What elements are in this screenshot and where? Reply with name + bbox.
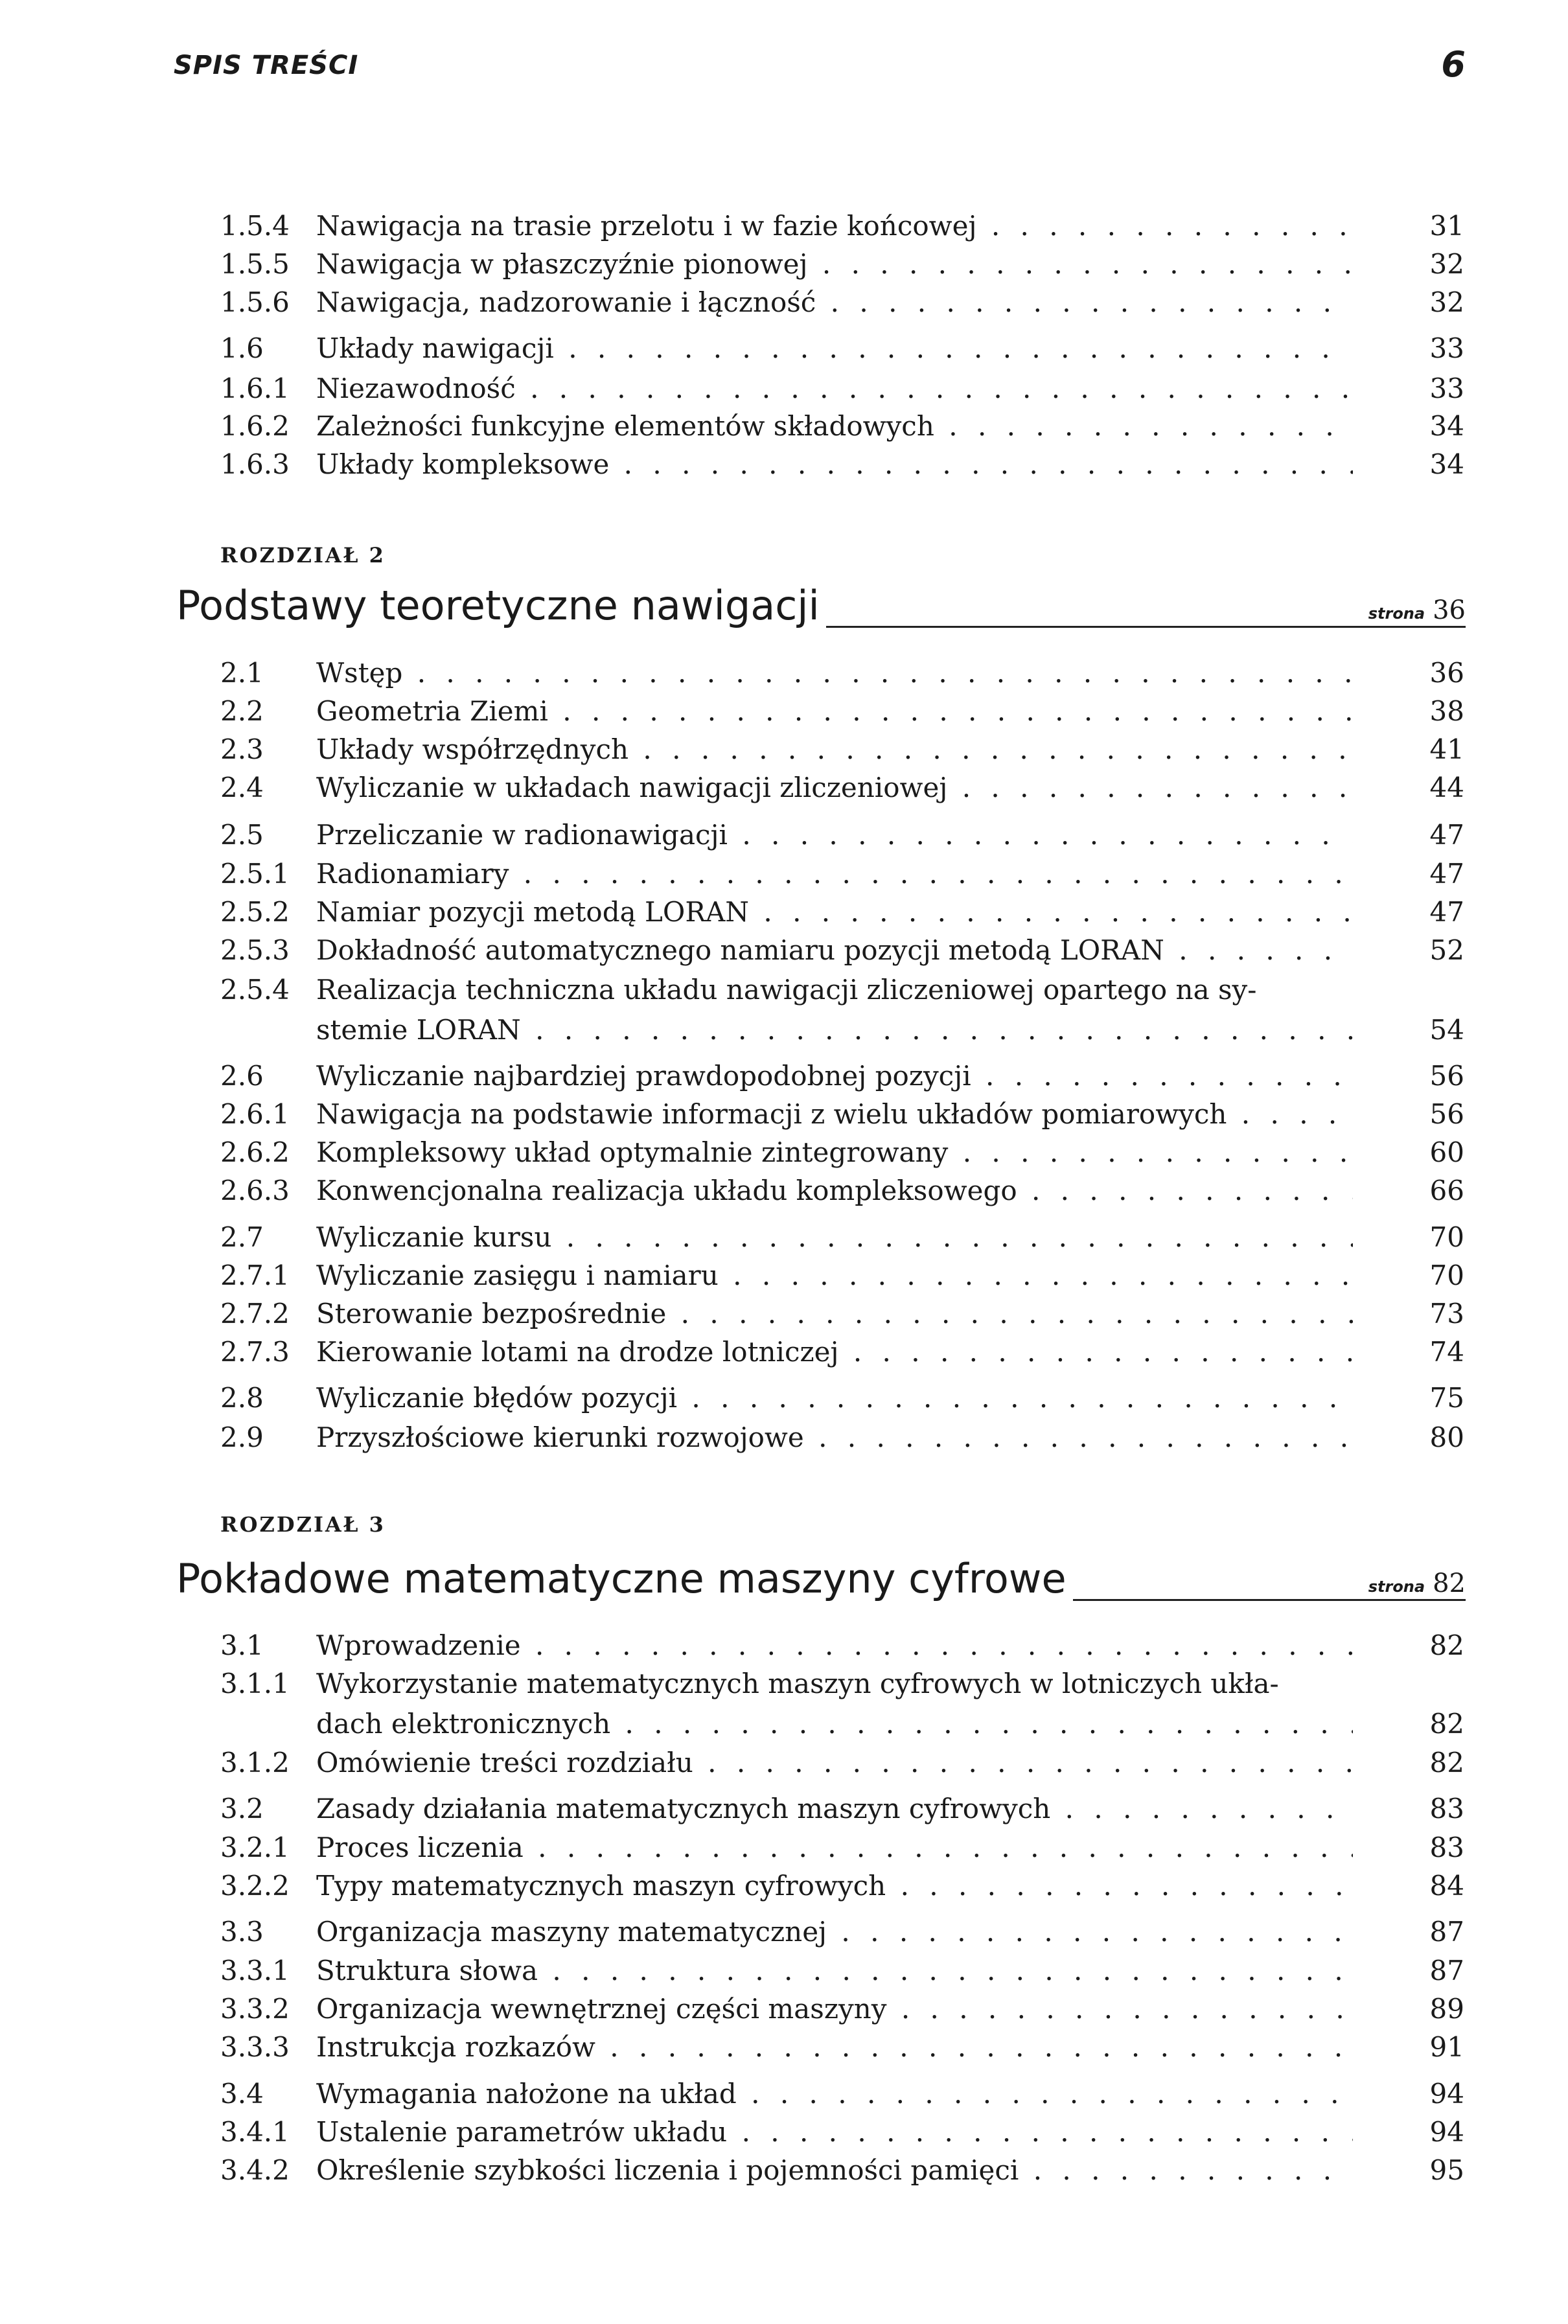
entry-title: Konwencjonalna realizacja układu kompleksowego . . . (316, 1171, 1353, 1211)
entry-page: 66 (1429, 1175, 1464, 1206)
entry-number: 2.8 (220, 1382, 264, 1414)
entry-title: Wyliczanie najbardziej prawdopodobnej pozycji . . . (316, 1056, 1353, 1096)
entry-page: 83 (1429, 1832, 1464, 1863)
entry-page: 82 (1429, 1747, 1464, 1778)
entry-title: Układy nawigacji . . . (316, 328, 1353, 369)
entry-number: 3.2.1 (220, 1832, 290, 1863)
toc-entry (220, 892, 1464, 932)
entry-number: 1.5.5 (220, 248, 290, 280)
entry-title: Geometria Ziemi . . . (316, 691, 1353, 731)
toc-entry (220, 970, 1464, 1050)
entry-title: Wyliczanie kursu . . . (316, 1217, 1353, 1258)
entry-title: Namiar pozycji metodą LORAN . . . (316, 892, 1353, 932)
entry-title: Nawigacja na trasie przelotu i w fazie końcowej . . . (316, 206, 1353, 246)
entry-number: 1.6.2 (220, 410, 290, 442)
toc-entry (220, 2150, 1464, 2191)
entry-number: 2.5.2 (220, 896, 290, 928)
entry-page: 94 (1429, 2116, 1464, 2148)
entry-number: 2.7 (220, 1221, 264, 1253)
toc-entry (220, 1866, 1464, 1906)
entry-page: 70 (1429, 1260, 1464, 1291)
toc-entry (220, 1294, 1464, 1334)
entry-title: Wyliczanie zasięgu i namiaru . . . (316, 1256, 1353, 1296)
toc-entry (220, 328, 1464, 369)
entry-page: 89 (1429, 1993, 1464, 2025)
entry-number: 2.5.4 (220, 974, 290, 1006)
entry-page: 94 (1429, 2078, 1464, 2110)
entry-title: Organizacja maszyny matematycznej . . . (316, 1912, 1353, 1952)
toc-entry (220, 815, 1464, 855)
entry-number: 2.6.1 (220, 1098, 290, 1130)
entry-page: 87 (1429, 1955, 1464, 1986)
entry-page: 56 (1429, 1060, 1464, 1092)
toc-entry (220, 1951, 1464, 1991)
entry-number: 2.5 (220, 819, 264, 851)
chapter-heading (176, 580, 1466, 632)
entry-page: 33 (1429, 332, 1464, 364)
entry-number: 3.1 (220, 1629, 264, 1661)
toc-entry (220, 282, 1464, 323)
entry-page: 36 (1429, 657, 1464, 689)
entry-title: Układy kompleksowe . . . (316, 444, 1353, 485)
entry-page: 47 (1429, 896, 1464, 928)
entry-title: Wymagania nałożone na układ . . . (316, 2074, 1353, 2114)
entry-number: 3.3.2 (220, 1993, 290, 2025)
toc-entry (220, 1217, 1464, 1258)
chapter-heading (176, 1553, 1466, 1605)
entry-page: 38 (1429, 695, 1464, 727)
entry-number: 2.9 (220, 1421, 264, 1453)
entry-page: 33 (1429, 373, 1464, 404)
entry-number: 3.2.2 (220, 1870, 290, 1902)
entry-page: 34 (1429, 448, 1464, 480)
entry-title: Zależności funkcyjne elementów składowych . . . (316, 406, 1353, 446)
entry-title: Radionamiary . . . (316, 854, 1353, 894)
entry-title-line1: Wykorzystanie matematycznych maszyn cyfrowych w lotniczych ukła- (316, 1668, 1279, 1699)
entry-number: 3.4.1 (220, 2116, 290, 2148)
entry-page: 47 (1429, 819, 1464, 851)
entry-number: 2.6 (220, 1060, 264, 1092)
chapter-page-number: 36 (1433, 595, 1466, 625)
entry-number: 1.5.6 (220, 286, 290, 318)
toc-entry (220, 244, 1464, 284)
entry-title: Nawigacja w płaszczyźnie pionowej . . . (316, 244, 1353, 284)
entry-page: 34 (1429, 410, 1464, 442)
chapter-title: Pokładowe matematyczne maszyny cyfrowe (176, 1555, 1073, 1602)
entry-page: 75 (1429, 1382, 1464, 1414)
strona-label: strona (1368, 1578, 1425, 1596)
entry-title: Typy matematycznych maszyn cyfrowych . . . (316, 1866, 1353, 1906)
entry-number: 3.4.2 (220, 2154, 290, 2186)
toc-entry (220, 406, 1464, 446)
running-head: SPIS TREŚCI (174, 51, 359, 80)
entry-number: 2.7.2 (220, 1298, 290, 1329)
entry-title: Omówienie treści rozdziału . . . (316, 1743, 1353, 1783)
entry-page: 56 (1429, 1098, 1464, 1130)
chapter-page-ref (1363, 595, 1466, 625)
entry-title: Przeliczanie w radionawigacji . . . (316, 815, 1353, 855)
entry-number: 3.1.1 (220, 1668, 290, 1699)
chapter-title: Podstawy teoretyczne nawigacji (176, 582, 826, 629)
toc-entry (220, 653, 1464, 693)
toc-entry (220, 691, 1464, 731)
entry-page: 74 (1429, 1336, 1464, 1368)
entry-title: Nawigacja na podstawie informacji z wielu układów pomiarowych . . . (316, 1094, 1353, 1134)
entry-title-line2: dach elektronicznych . . . (316, 1704, 1353, 1744)
entry-page: 84 (1429, 1870, 1464, 1902)
toc-entry (220, 1418, 1464, 1458)
entry-title: Układy współrzędnych . . . (316, 730, 1353, 770)
entry-page: 44 (1429, 772, 1464, 803)
entry-number: 2.1 (220, 657, 264, 689)
entry-page: 95 (1429, 2154, 1464, 2186)
entry-title: Wyliczanie błędów pozycji . . . (316, 1378, 1353, 1418)
entry-title: Wyliczanie w układach nawigacji zliczeniowej . . . (316, 768, 1353, 808)
toc-entry (220, 730, 1464, 770)
entry-title: Kierowanie lotami na drodze lotniczej . . . (316, 1332, 1353, 1372)
toc-entry (220, 1133, 1464, 1173)
toc-entry (220, 1989, 1464, 2029)
entry-title-line1: Realizacja techniczna układu nawigacji zliczeniowej opartego na sy- (316, 974, 1257, 1006)
toc-entry (220, 1828, 1464, 1868)
entry-number: 3.2 (220, 1793, 264, 1824)
toc-entry (220, 369, 1464, 409)
entry-title: Nawigacja, nadzorowanie i łączność . . . (316, 282, 1353, 323)
toc-entry (220, 1912, 1464, 1952)
entry-title: Określenie szybkości liczenia i pojemności pamięci . . . (316, 2150, 1353, 2191)
entry-title: Wstęp . . . (316, 653, 1353, 693)
toc-entry (220, 1664, 1464, 1744)
entry-page: 31 (1429, 210, 1464, 242)
entry-page: 82 (1429, 1708, 1464, 1740)
entry-title: Kompleksowy układ optymalnie zintegrowany . . . (316, 1133, 1353, 1173)
entry-number: 3.3.1 (220, 1955, 290, 1986)
entry-number: 2.6.3 (220, 1175, 290, 1206)
toc-entry (220, 1056, 1464, 1096)
toc-entry (220, 930, 1464, 971)
entry-number: 2.4 (220, 772, 264, 803)
entry-page: 54 (1429, 1014, 1464, 1046)
toc-entry (220, 1789, 1464, 1829)
entry-page: 47 (1429, 858, 1464, 890)
entry-page: 41 (1429, 733, 1464, 765)
entry-title: Wprowadzenie . . . (316, 1626, 1353, 1666)
toc-entry (220, 2074, 1464, 2114)
page-number: 6 (1441, 44, 1466, 85)
toc-entry (220, 2112, 1464, 2152)
entry-title-line2: stemie LORAN . . . (316, 1010, 1353, 1050)
toc-entry (220, 1743, 1464, 1783)
toc-entry (220, 854, 1464, 894)
entry-page: 91 (1429, 2031, 1464, 2063)
entry-title: Przyszłościowe kierunki rozwojowe . . . (316, 1418, 1353, 1458)
entry-number: 1.5.4 (220, 210, 290, 242)
entry-number: 2.7.3 (220, 1336, 290, 1368)
toc-entry (220, 1256, 1464, 1296)
entry-number: 3.1.2 (220, 1747, 290, 1778)
entry-number: 1.6.1 (220, 373, 290, 404)
toc-entry (220, 1332, 1464, 1372)
entry-page: 80 (1429, 1421, 1464, 1453)
entry-title: Struktura słowa . . . (316, 1951, 1353, 1991)
entry-title: Ustalenie parametrów układu . . . (316, 2112, 1353, 2152)
toc-entry (220, 1094, 1464, 1134)
toc-entry (220, 1626, 1464, 1666)
entry-number: 2.7.1 (220, 1260, 290, 1291)
entry-title: Proces liczenia . . . (316, 1828, 1353, 1868)
entry-number: 3.3.3 (220, 2031, 290, 2063)
entry-page: 83 (1429, 1793, 1464, 1824)
chapter-page-number: 82 (1433, 1569, 1466, 1598)
entry-number: 3.3 (220, 1916, 264, 1948)
entry-page: 60 (1429, 1136, 1464, 1168)
entry-number: 1.6 (220, 332, 264, 364)
entry-page: 73 (1429, 1298, 1464, 1329)
chapter-page-ref (1363, 1569, 1466, 1598)
entry-number: 2.2 (220, 695, 264, 727)
entry-title: Organizacja wewnętrznej części maszyny . . . (316, 1989, 1353, 2029)
toc-entry (220, 2027, 1464, 2067)
entry-number: 3.4 (220, 2078, 264, 2110)
entry-title: Instrukcja rozkazów . . . (316, 2027, 1353, 2067)
toc-entry (220, 768, 1464, 808)
entry-title: Niezawodność . . . (316, 369, 1353, 409)
chapter-label: ROZDZIAŁ 3 (220, 1512, 386, 1537)
entry-number: 1.6.3 (220, 448, 290, 480)
entry-title: Sterowanie bezpośrednie . . . (316, 1294, 1353, 1334)
entry-page: 32 (1429, 248, 1464, 280)
toc-entry (220, 206, 1464, 246)
chapter-label: ROZDZIAŁ 2 (220, 543, 386, 568)
entry-page: 82 (1429, 1629, 1464, 1661)
entry-number: 2.6.2 (220, 1136, 290, 1168)
entry-page: 70 (1429, 1221, 1464, 1253)
entry-title: Dokładność automatycznego namiaru pozycji metodą LORAN . . . (316, 930, 1353, 971)
entry-number: 2.5.1 (220, 858, 290, 890)
entry-page: 32 (1429, 286, 1464, 318)
entry-page: 52 (1429, 934, 1464, 966)
toc-entry (220, 1171, 1464, 1211)
strona-label: strona (1368, 604, 1425, 623)
entry-number: 2.5.3 (220, 934, 290, 966)
entry-page: 87 (1429, 1916, 1464, 1948)
toc-entry (220, 444, 1464, 485)
toc-entry (220, 1378, 1464, 1418)
entry-title: Zasady działania matematycznych maszyn cyfrowych . . . (316, 1789, 1353, 1829)
entry-number: 2.3 (220, 733, 264, 765)
